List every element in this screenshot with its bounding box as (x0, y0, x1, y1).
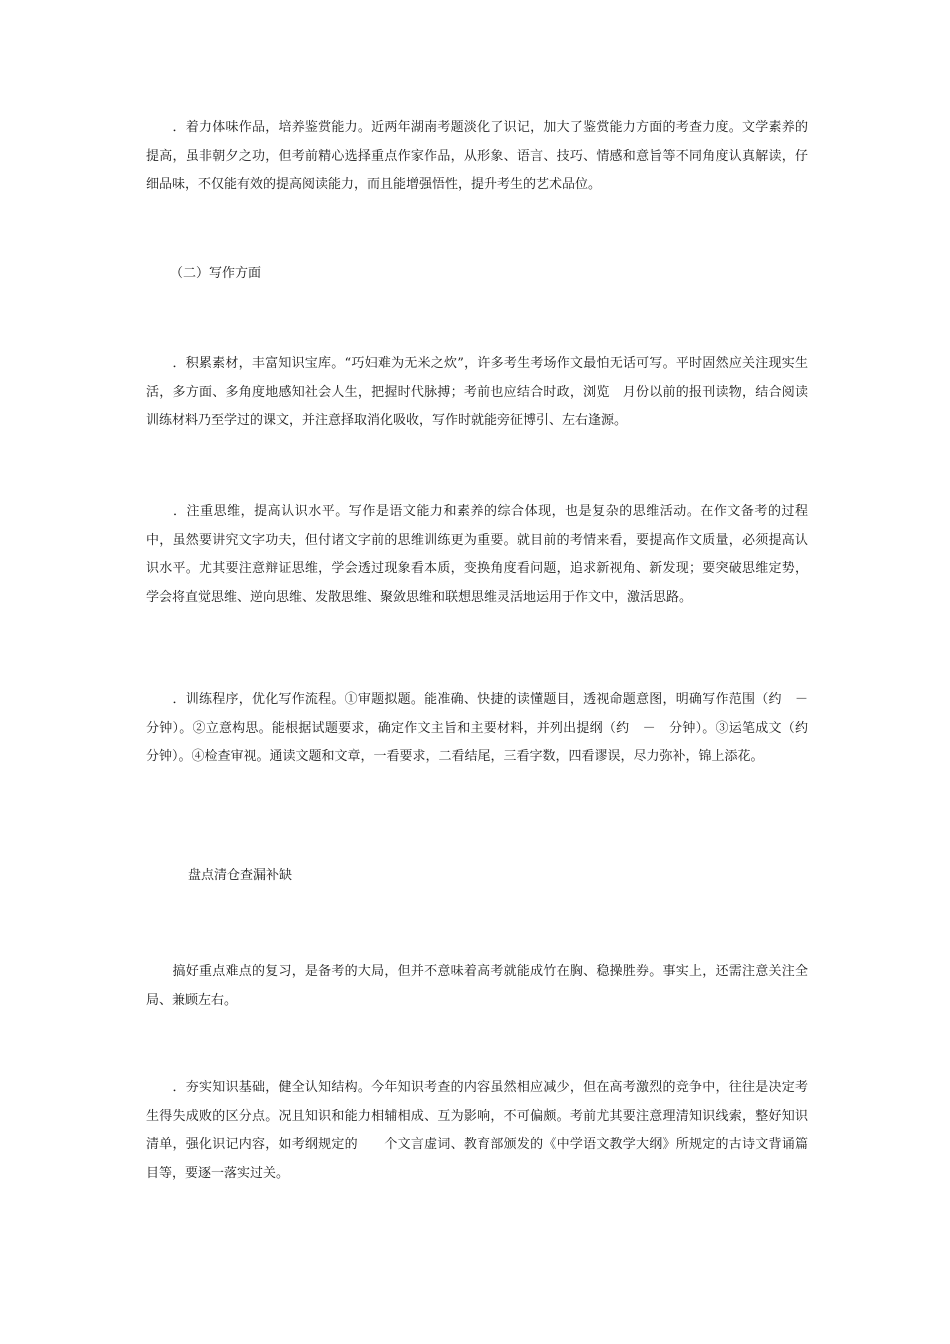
paragraph-knowledge: ．夯实知识基础，健全认知结构。今年知识考查的内容虽然相应减少，但在高考激烈的竞争中，往往是决定考生得失成败的区分点。况且知识和能力相辅相成、互为影响，不可偏颇。考前尤其要注意理清知识线索，整好知识清单，强化识记内容，如考纲规定的 个文言虚词、教育部颁发的《中学语文教学大纲》所规定的古诗文背诵篇目等，要逐一落实过关。 (146, 1080, 808, 1181)
paragraph-appreciation: ．着力体味作品，培养鉴赏能力。近两年湖南考题淡化了识记，加大了鉴赏能力方面的考查力度。文学素养的提高，虽非朝夕之功，但考前精心选择重点作家作品，从形象、语言、技巧、情感和意旨等不同角度认真解读，仔细品味，不仅能有效的提高阅读能力，而且能增强悟性，提升考生的艺术品位。 (146, 120, 808, 192)
paragraph-thinking: ．注重思维，提高认识水平。写作是语文能力和素养的综合体现，也是复杂的思维活动。在作文备考的过程中，虽然要讲究文字功夫，但付诸文字前的思维训练更为重要。就目前的考情来看，要提高作文质量，必须提高认识水平。尤其要注意辩证思维，学会透过现象看本质，变换角度看问题，追求新视角、新发现；要突破思维定势，学会将直觉思维、逆向思维、发散思维、聚敛思维和联想思维灵活地运用于作文中，激活思路。 (146, 504, 808, 605)
paragraph-procedure: ．训练程序，优化写作流程。①审题拟题。能准确、快捷的读懂题目，透视命题意图，明确写作范围（约 － 分钟）。②立意构思。能根据试题要求，确定作文主旨和主要材料，并列出提纲（约 － 分钟）。③运笔成文（约 分钟）。④检查审视。通读文题和文章，一看要求，二看结尾，三看字数，四看谬误，尽力弥补，锦上添花。 (146, 692, 835, 764)
section-heading-writing: （二）写作方面 (170, 266, 262, 281)
section-heading-review: 盘点清仓查漏补缺 (188, 868, 293, 883)
paragraph-overall: 搞好重点难点的复习，是备考的大局，但并不意味着高考就能成竹在胸、稳操胜券。事实上，还需注意关注全局、兼顾左右。 (146, 964, 808, 1008)
paragraph-materials: ．积累素材，丰富知识宝库。“巧妇难为无米之炊”，许多考生考场作文最怕无话可写。平时固然应关注现实生活，多方面、多角度地感知社会人生，把握时代脉搏；考前也应结合时政，浏览 月份以前的报刊读物，结合阅读训练材料乃至学过的课文，并注意择取消化吸收，写作时就能旁征博引、左右逢源。 (146, 356, 808, 428)
